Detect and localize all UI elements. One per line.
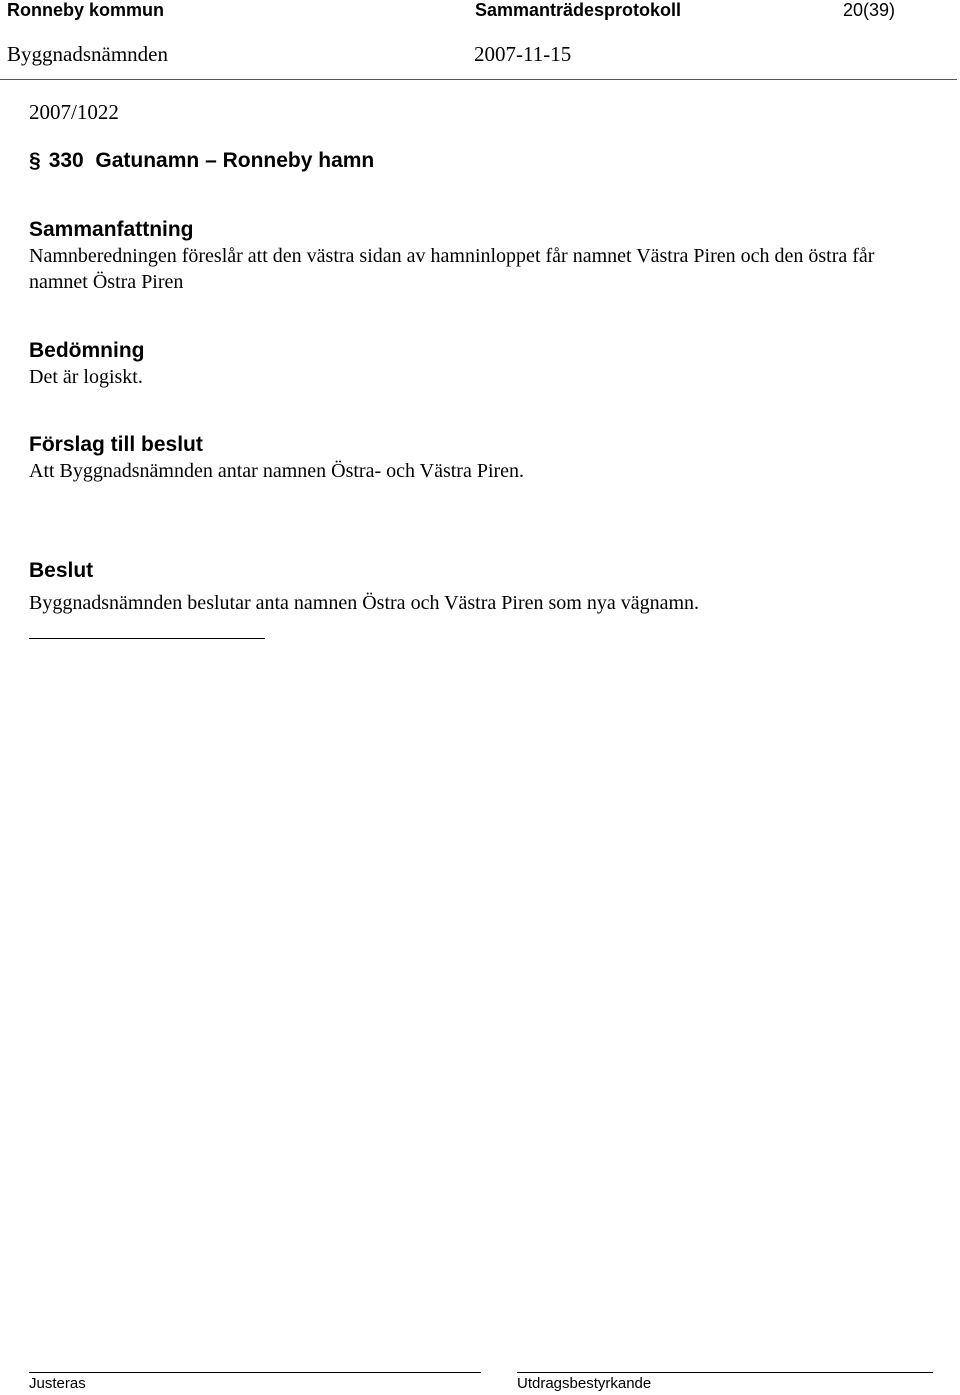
assessment-heading: Bedömning xyxy=(29,339,145,362)
section-title xyxy=(29,149,374,173)
committee-name: Byggnadsnämnden xyxy=(7,42,168,66)
summary-heading: Sammanfattning xyxy=(29,218,194,241)
case-reference: 2007/1022 xyxy=(29,100,119,124)
header-divider xyxy=(0,79,957,80)
decision-heading: Beslut xyxy=(29,559,94,582)
footer-rule-left xyxy=(29,1372,481,1373)
section-end-line xyxy=(29,638,265,639)
section-title-text: 330 Gatunamn – Ronneby hamn xyxy=(48,149,375,172)
municipality-name: Ronneby kommun xyxy=(7,0,165,20)
meeting-date: 2007-11-15 xyxy=(474,42,572,66)
assessment-text: Det är logiskt. xyxy=(29,366,143,388)
summary-text: Namnberedningen föreslår att den västra sidan av hamninloppet får namnet Västra Piren och den östra får namnet Östra Piren xyxy=(29,245,875,293)
page-number: 20(39) xyxy=(843,0,896,20)
section-mark: § xyxy=(29,149,41,172)
decision-text: Byggnadsnämnden beslutar anta namnen Östra och Västra Piren som nya vägnamn. xyxy=(29,592,700,614)
utdragsbestyrkande-label: Utdragsbestyrkande xyxy=(517,1375,652,1392)
footer-rule-right xyxy=(517,1372,933,1373)
proposal-text: Att Byggnadsnämnden antar namnen Östra- och Västra Piren. xyxy=(29,460,525,482)
proposal-heading: Förslag till beslut xyxy=(29,433,203,456)
justeras-label: Justeras xyxy=(29,1375,86,1392)
document-type: Sammanträdesprotokoll xyxy=(475,0,682,20)
